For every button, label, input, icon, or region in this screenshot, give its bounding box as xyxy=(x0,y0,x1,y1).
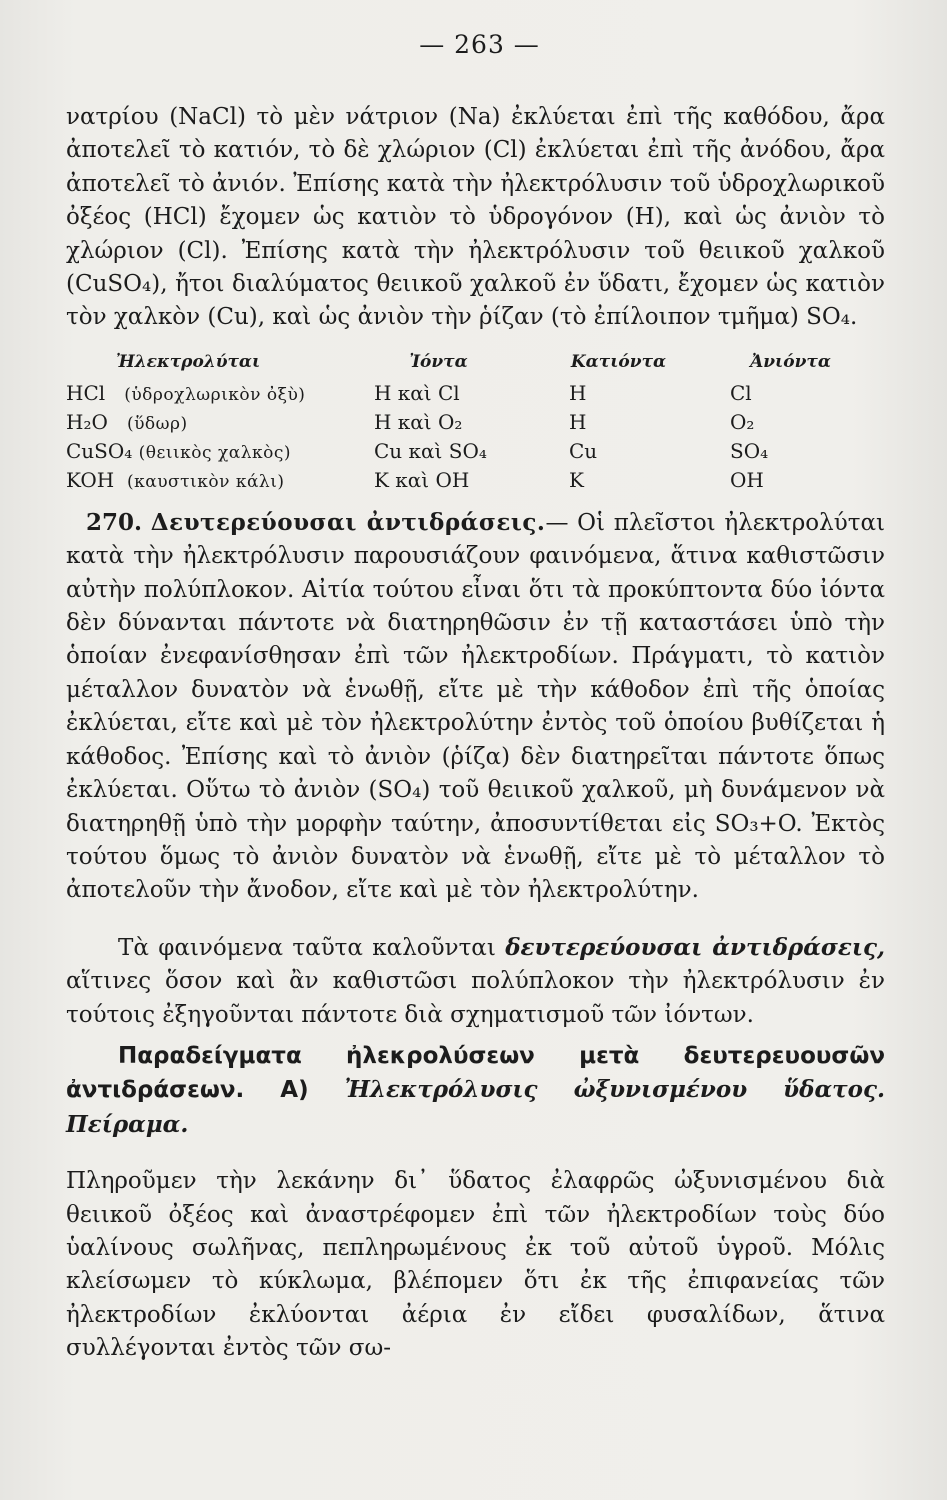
header-electrolytes: Ἠλεκτρολύται xyxy=(116,351,261,372)
experiment-label: Πείραμα. xyxy=(66,1110,189,1138)
electrolyte-name: (θειικὸς χαλκὸς) xyxy=(138,442,292,463)
experiment-body: Πληροῦμεν τὴν λεκάνην δι᾽ ὕδατος ἐλαφρῶς ὠξυνισμένου διὰ θειικοῦ ὀξέος καὶ ἀναστρέφομεν ἐπὶ τῶν ἠλεκτροδίων τοὺς δύο ὑαλίνους σωλῆνας, πεπληρωμένους ἐκ τοῦ αὐτοῦ ὑγροῦ. Μόλις κλείσωμεν τὸ κύκλωμα, βλέπομεν ὅτι ἐκ τῆς ἐπιφανείας τῶν ἠλεκτροδίων ἐκλύονται ἀέρια ἐν εἴδει φυσαλίδων, ἅτινα συλλέγονται ἐντὸς τῶν σω- xyxy=(66,1168,885,1362)
electrolyte-formula: HCl xyxy=(66,380,106,405)
examples-heading xyxy=(66,1040,885,1142)
cation-cell: Cu xyxy=(569,438,598,463)
cation-cell: H xyxy=(569,380,587,405)
anion-cell: OH xyxy=(730,467,764,492)
table-row-electrolyte xyxy=(66,380,336,409)
section-title: Δευτερεύουσαι ἀντιδράσεις. xyxy=(150,508,546,536)
intro-paragraph: νατρίου (NaCl) τὸ μὲν νάτριον (Na) ἐκλύεται ἐπὶ τῆς καθόδου, ἄρα ἀποτελεῖ τὸ κατιόν, τὸ δὲ χλώριον (Cl) ἐκλύεται ἐπὶ τῆς ἀνόδου, ἄρα ἀποτελεῖ τὸ ἀνιόν. Ἐπίσης κατὰ τὴν ἠλεκτρόλυσιν τοῦ ὑδροχλωρικοῦ ὀξέος (HCl) ἔχομεν ὡς κατιὸν τὸ ὑδρογόνον (H), καὶ ὡς ἀνιὸν τὸ χλώριον (Cl). Ἐπίσης κατὰ τὴν ἠλεκτρόλυσιν τοῦ θειικοῦ χαλκοῦ (CuSO₄), ἤτοι διαλύματος θειικοῦ χαλκοῦ ἐν ὕδατι, ἔχομεν ὡς κατιὸν τὸν χαλκὸν (Cu), καὶ ὡς ἀνιὸν τὴν ῥίζαν (τὸ ἐπίλοιπον τμῆμα) SO₄. xyxy=(66,104,885,331)
section-number: 270. xyxy=(86,508,143,536)
secondary-text-start: Τὰ φαινόμενα ταῦτα καλοῦνται xyxy=(118,934,506,961)
table-row-electrolyte xyxy=(66,409,336,438)
examples-title: Παραδείγματα ἠλεκρολύσεων μετὰ δευτερευουσῶν ἀντιδράσεων. xyxy=(66,1042,885,1104)
ions-cell: K καὶ OH xyxy=(374,467,470,492)
ions-cell: H καὶ O₂ xyxy=(374,409,463,434)
page-number: — 263 — xyxy=(419,30,540,59)
electrolyte-formula: KOH xyxy=(66,467,115,492)
table-row-electrolyte xyxy=(66,438,336,467)
header-ions: Ἰόντα xyxy=(409,351,468,372)
examples-sub-label: A) xyxy=(244,1077,345,1104)
ions-cell: H καὶ Cl xyxy=(374,380,460,405)
cation-cell: K xyxy=(569,467,584,492)
table-row-electrolyte xyxy=(66,467,336,496)
electrolytes-table xyxy=(66,349,885,496)
examples-subheading: Ἠλεκτρόλυσις ὠξυνισμένου ὕδατος. xyxy=(344,1076,885,1104)
secondary-text-end: αἵτινες ὅσον καὶ ἂν καθιστῶσι πολύπλοκον τὴν ἠλεκτρόλυσιν ἐν τούτοις ἐξηγοῦνται πάντοτε διὰ σχηματισμοῦ τῶν ἰόντων. xyxy=(66,968,885,1028)
electrolyte-name: (ὕδωρ) xyxy=(126,413,188,434)
header-cations: Κατιόντα xyxy=(570,351,667,372)
cation-cell: H xyxy=(569,409,587,434)
secondary-term: δευτερεύουσαι ἀντιδράσεις, xyxy=(505,933,885,961)
electrolyte-formula: CuSO₄ xyxy=(66,438,133,463)
secondary-reactions-paragraph xyxy=(66,931,885,1032)
electrolyte-name: (καυστικὸν κάλι) xyxy=(126,471,285,492)
anion-cell: O₂ xyxy=(730,409,755,434)
section-body: — Οἱ πλεῖστοι ἠλεκτρολύται κατὰ τὴν ἠλεκτρόλυσιν παρουσιάζουν φαινόμενα, ἅτινα καθιστῶσιν αὐτὴν πολύπλοκον. Αἰτία τούτου εἶναι ὅτι τὰ προκύπτοντα δύο ἰόντα δὲν δύνανται πάντοτε νὰ διατηρηθῶσιν ἐν τῇ καταστάσει ὑπὸ τὴν ὁποίαν ἐνεφανίσθησαν ἐπὶ τῶν ἠλεκτροδίων. Πράγματι, τὸ κατιὸν μέταλλον δυνατὸν νὰ ἑνωθῇ, εἴτε μὲ τὴν κάθοδον ἐπὶ τῆς ὁποίας ἐκλύεται, εἴτε καὶ μὲ τὸν ἠλεκτρολύτην ἐντὸς τοῦ ὁποίου βυθίζεται ἡ κάθοδος. Ἐπίσης καὶ τὸ ἀνιὸν (ῥίζα) δὲν διατηρεῖται πάντοτε ὅπως ἐκλύεται. Οὕτω τὸ ἀνιὸν (SO₄) τοῦ θειικοῦ χαλκοῦ, μὴ δυνάμενον νὰ διατηρηθῇ ὑπὸ τὴν μορφὴν ταύτην, ἀποσυντίθεται εἰς SO₃+O. Ἐκτὸς τούτου ὅμως τὸ ἀνιὸν δυνατὸν νὰ ἑνωθῇ, εἴτε μὲ τὸ μέταλλον τὸ ἀποτελοῦν τὴν ἄνοδον, εἴτε καὶ μὲ τὸν ἠλεκτρολύτην. xyxy=(66,509,885,904)
electrolyte-formula: H₂O xyxy=(66,409,108,434)
electrolyte-name: (ὑδροχλωρικὸν ὀξὺ) xyxy=(124,384,306,405)
anion-cell: SO₄ xyxy=(730,438,769,463)
header-anions: Ἀνιόντα xyxy=(750,351,831,372)
section-270 xyxy=(66,506,885,908)
anion-cell: Cl xyxy=(730,380,752,405)
ions-cell: Cu καὶ SO₄ xyxy=(374,438,487,463)
